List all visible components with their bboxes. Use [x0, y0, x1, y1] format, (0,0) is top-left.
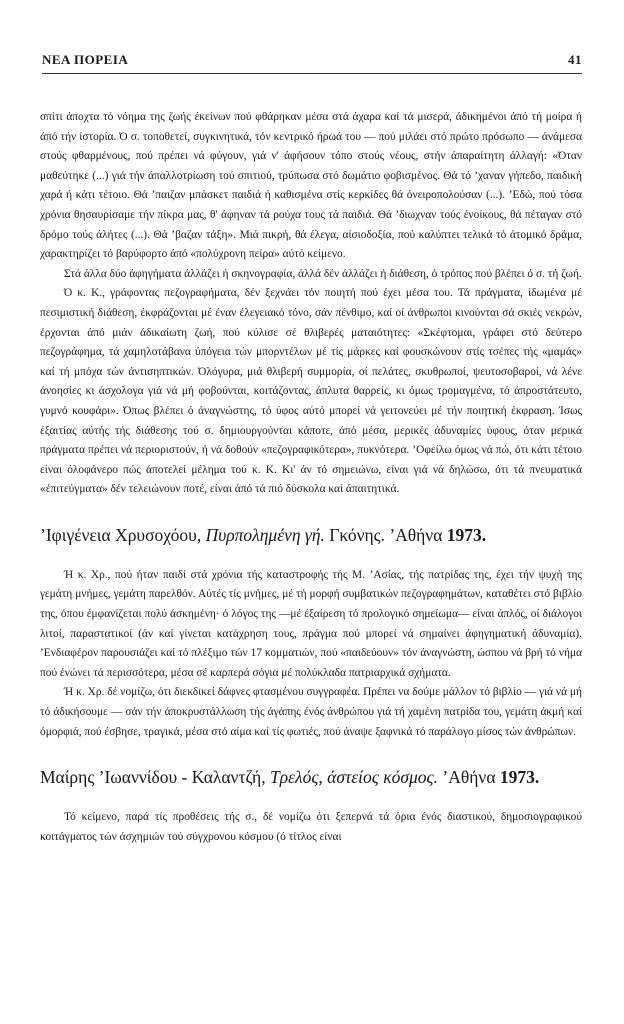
review-heading	[40, 524, 582, 546]
paragraph: Ή κ. Χρ., πού ήταν παιδί στά χρόνια τής καταστροφής τής Μ. ’Ασίας, τής πατρίδας της, έχει τήν ψυχή της γεμάτη μνήμες, γεμάτη παρελθόν. Αύτές τίς μνήμες, μέ τή μορφή συμβατικών πεζογραφημάτων, καταθέτει στό βιβλίο της, όπου έμφανίζεται πολύ άσκημένη· ό λόγος της —μέ έξαίρεση τό προλογικό σημείωμα— είναι άπλός, οί διάλογοι λιτοί, παραστατικοί (άν καί γίνεται κατάχρηση τους, πράγμα πού μπορεί νά σημαίνει άφηγηματική άδυναμία). ’Ενδιαφέρον παρουσιάζει καί τό πλέξιμο τών 17 κομματιών, πού «παιδεύουν» τόν άναγνώστη, ώσπου νά βρή τό νήμα πού ένώνει τά περισσότερα, μέσα σέ καρπερά σόγια μέ πολύκλαδα πατριαρχικά σχήματα.	[40, 568, 582, 679]
review-author: ’Ιφιγένεια Χρυσοχόου,	[40, 524, 202, 545]
review-city: ’Αθήνα	[389, 524, 443, 545]
paragraph: Στά άλλα δύο άφηγήματα άλλάζει ή σκηνογραφία, άλλά δέν άλλάζει ή διάθεση, ό τρόπος πού βλέπει ό σ. τή ζωή.	[64, 267, 582, 280]
review-publisher: Γκόνης.	[329, 524, 385, 545]
page-number: 41	[568, 52, 582, 67]
review-book-title: Τρελός, άστείος κόσμος.	[269, 767, 439, 788]
review-heading	[40, 766, 582, 788]
review-year: 1973.	[499, 767, 540, 788]
review-city: ’Αθήνα	[442, 767, 496, 788]
review-author: Μαίρης ’Ιωαννίδου - Καλαντζή,	[40, 767, 266, 788]
paragraph: Ή κ. Χρ. δέ νομίζω, ότι διεκδικεί δάφνες φτασμένου συγγραφέα. Πρέπει να δούμε μάλλον τό βιβλίο — γιά νά μή τό άδικήσουμε — σάν τήν άποκρυστάλλωση τής άγάπης ένός άνθρώπου γιά τή χαμένη πατρίδα του, γεμάτη άκμή καί όμορφιά, πού έσβησε, τραγικά, μέσα στό αίμα καί τίς φωτιές, πού άναψε ξαφνικά τό παράλογο μίσος τών άνθρώπων.	[40, 686, 582, 738]
paragraph: Τό κείμενο, παρά τίς προθέσεις τής σ., δέ νομίζω ότι ξεπερνά τά όρια ένός διαστικού, δημοσιογραφικού κοιτάγματος τών άσχημιών τού σύγχρονου κόσμου (ό τίτλος είναι	[40, 811, 582, 843]
paragraph: σπίτι άποχτα τό νόημα της ζωής έκείνων πού φθάρηκαν μέσα στά άχαρα καί τά μισερά, άδικημένοι άπό τή μοίρα ή άπό τήν ίστορία. Ό σ. τοποθετεί, συγκινητικά, τόν κεντρικό ήρωά του — πού μιλάει στό πρώτο πρόσωπο — άνάμεσα στούς φθαρμένους, πού πρέπει νά φύγουν, γιά ν' άφήσουν τόπο στούς νέους, στήν άπαραίτητη άλλαγή: «Όταν μαθεύτηκε (...) γιά τήν άπαλλοτρίωση τού σπιτιού, τρύπωσα στό δωμάτιο φοβισμένος. Θά τό ’χαναν γήπεδο, παιδική χαρά ή κάτι τέτοιο. Θά ’παιζαν μπάσκετ παιδιά ή καθισμένα στίς κερκίδες θά όνειροπολούσαν (...). ’Εδώ, πού τόσα χρόνια θησαυρίσαμε τήν πίκρα μας, θ' άφηναν τά ρούχα τους τά παιδιά. Θά ’διωχναν τούς ένοίκους, θά πέταγαν στό δρόμο τούς άλήτες (...). Θά ’βαζαν τάξη». Μιά πικρή, θά έλεγα, αίσιοδοξία, πού καλύπτει τελικά τό άτομικό δράμα, χαρακτηρίζει τό βαρύφορτο άπό «πολύχρονη πείρα» αύτό κείμενο.	[40, 111, 582, 261]
paragraph: Ό κ. Κ., γράφοντας πεζογραφήματα, δέν ξεχνάει τόν ποιητή πού έχει μέσα του. Τά πράγματα, ίδωμένα μέ πεσιμιστική διάθεση, έκφράζονται μέ έναν έλεγειακό τόνο, σάν πένθιμο, καί οί άνθρωποι κινούνται σά σκιές νεκρών, έρχονται άπό μιάν άδικαίωτη ζωή, πού κύλισε σέ θλιβερές ματαιότητες: «Σκέφτομαι, γράφει στό δεύτερο πεζογράφημα, τά χαμηλοτάβανα ύπόγεια τών μπορντέλων μέ τίς μάρκες καί φουσκώνουν στίς τσέπες τής «μαμάς» καί τή μπόχα τών άντισηπτικών. Όλόγυρα, μιά θλιβερή συμμορία, οί πελάτες, σκυθρωποί, ψευτοσοβαροί, νά λένε άνοησίες κι άσχολογα γιά νά μή φοβούνται, κοιτάζοντας, άπλυτα θαρρείς, κι όμως τρομαγμένα, τό άπροστάτευτο, γυμνό κουφάρι». Όπως βλέπει ό άναγνώστης, τό ύφος αύτό μπορεί νά γειτονεύει μέ τήν ποιητική έκφραση. Ίσως έξαιτίας αύτής τής διάθεσης τού σ. δημιουργούνται κάποτε, άπό μέσα, μερικές άδυναμίες ύφους, όταν μερικά πράγματα πρέπει νά περιοριστούν, ή νά δοθούν «πεζογραφικότερα», πυκνότερα. ’Οφείλω όμως νά πώ, ότι κάτι τέτοιο είναι όλοφάνερο πώς άποτελεί μέλημα τού κ. Κ. Κι' άν τό σημειώνω, είναι γιά νά δηλώσω, ότι τά πνευματικά «έπιτεύγματα» δέν τελειώνουν ποτέ, είναι άπό τά πιό δύσκολα καί άπαιτητικά.	[40, 287, 582, 496]
review-year: 1973.	[446, 524, 487, 545]
running-head	[42, 52, 582, 74]
journal-title: ΝΕΑ ΠΟΡΕΙΑ	[42, 52, 129, 67]
review-book-title: Πυρπολημένη γή.	[205, 524, 325, 545]
article-body	[40, 108, 582, 847]
